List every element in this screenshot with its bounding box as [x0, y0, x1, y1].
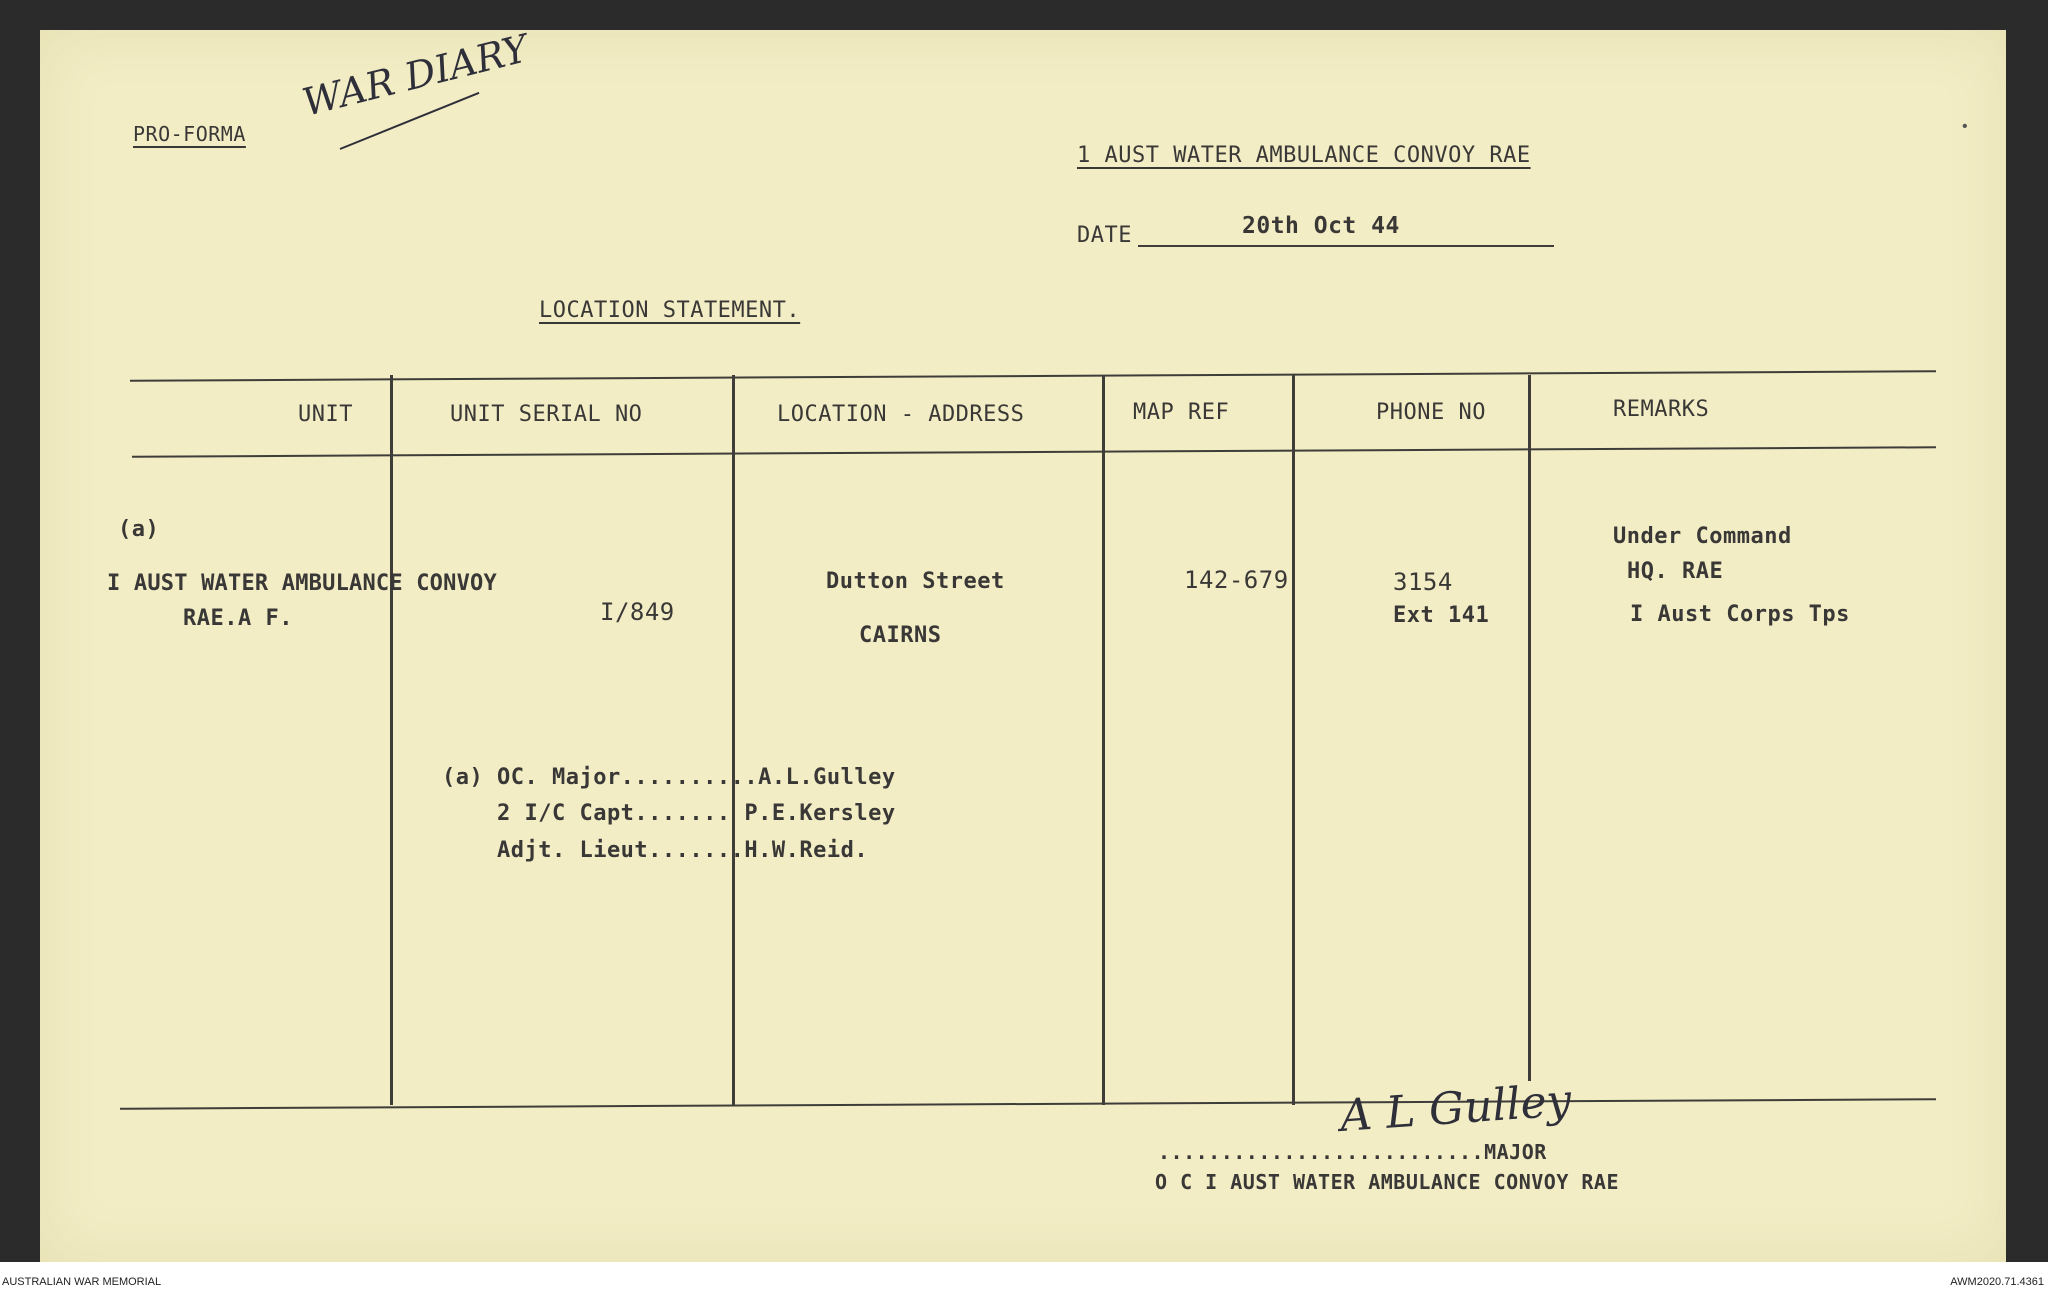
- date-label: DATE: [1077, 223, 1132, 248]
- officer-adjutant: Adjt. Lieut.......H.W.Reid.: [442, 838, 869, 863]
- unit-name-line2: RAE.A F.: [183, 606, 293, 631]
- officer-oc: (a) OC. Major..........A.L.Gulley: [442, 765, 896, 790]
- remarks-line-1: Under Command: [1613, 524, 1792, 549]
- officer-second-in-command: 2 I/C Capt....... P.E.Kersley: [442, 801, 896, 826]
- address-street: Dutton Street: [826, 569, 1005, 594]
- footer-bar: [0, 1262, 2048, 1305]
- column-header-map-ref: MAP REF: [1133, 400, 1230, 425]
- date-value: 20th Oct 44: [1242, 213, 1400, 239]
- pro-forma-label: PRO-FORMA: [133, 122, 246, 146]
- column-header-location: LOCATION - ADDRESS: [777, 402, 1025, 427]
- column-divider-1: [390, 375, 393, 1105]
- phone-number: 3154: [1393, 568, 1453, 596]
- remarks-line-3: I Aust Corps Tps: [1630, 602, 1850, 627]
- column-header-unit: UNIT: [298, 402, 353, 427]
- column-header-serial: UNIT SERIAL NO: [450, 402, 643, 427]
- map-ref-value: 142-679: [1184, 566, 1289, 594]
- unit-title: 1 AUST WATER AMBULANCE CONVOY RAE: [1077, 143, 1531, 168]
- column-divider-5: [1528, 375, 1531, 1081]
- unit-serial: I/849: [600, 598, 675, 626]
- table-header-rule: [132, 446, 1936, 457]
- footer-institution: AUSTRALIAN WAR MEMORIAL: [2, 1276, 162, 1288]
- date-underline: [1138, 245, 1554, 247]
- signature: A L Gulley: [1338, 1074, 1573, 1143]
- signature-rank-line: ..........................MAJOR: [1158, 1140, 1547, 1164]
- row-marker: (a): [118, 517, 160, 542]
- statement-title: LOCATION STATEMENT.: [539, 298, 801, 323]
- phone-extension: Ext 141: [1393, 603, 1490, 628]
- remarks-line-2: HQ. RAE: [1627, 559, 1724, 584]
- footer-accession-number: AWM2020.71.4361: [1950, 1276, 2044, 1288]
- document-page: [40, 26, 2006, 1262]
- column-header-phone: PHONE NO: [1376, 400, 1486, 425]
- address-city: CAIRNS: [859, 623, 942, 648]
- column-header-remarks: REMARKS: [1613, 397, 1710, 422]
- war-diary-annotation: WAR DIARY: [298, 26, 533, 125]
- column-divider-2: [732, 375, 735, 1105]
- column-divider-3: [1102, 375, 1105, 1105]
- signature-office: O C I AUST WATER AMBULANCE CONVOY RAE: [1155, 1170, 1620, 1194]
- punch-hole-icon: •: [1962, 118, 1968, 135]
- column-divider-4: [1292, 375, 1295, 1105]
- unit-name: I AUST WATER AMBULANCE CONVOY: [107, 571, 497, 596]
- table-top-rule: [130, 370, 1936, 381]
